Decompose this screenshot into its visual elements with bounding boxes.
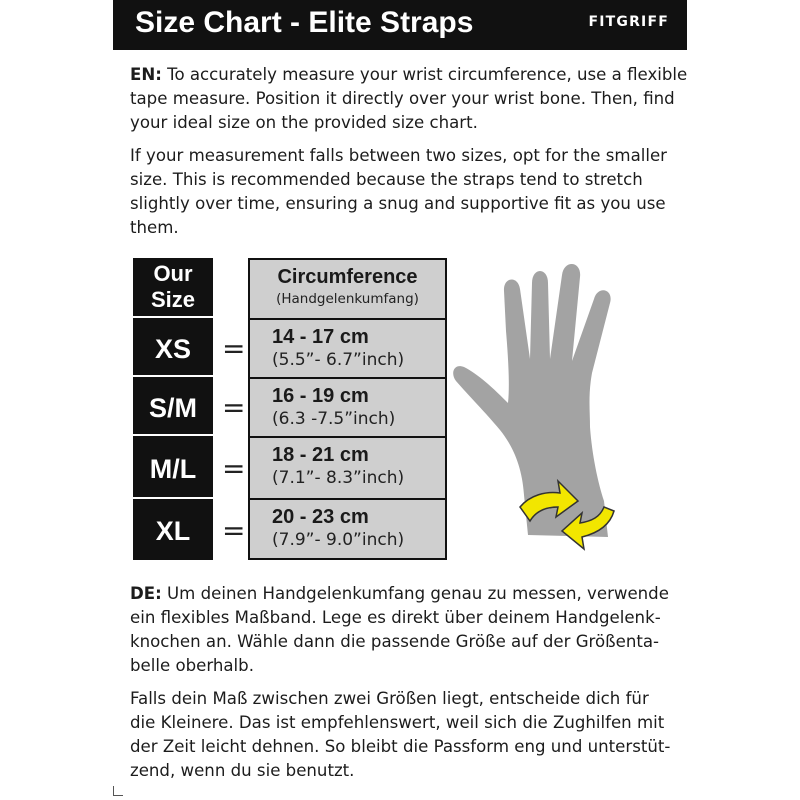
size-column-header (133, 258, 213, 318)
size-label-sm: S/M (148, 393, 197, 423)
note-en-line-4: them. (130, 218, 179, 237)
hand-icon (453, 264, 610, 537)
note-de-line-3: der Zeit leicht dehnen. So bleibt die Passform eng und unterstüt- (130, 737, 671, 756)
header-bar (113, 0, 687, 50)
note-en-line-2: size. This is recommended because the straps tend to stretch (130, 170, 643, 189)
intro-de-line-3: knochen an. Wähle dann die passende Größe auf der Größenta- (130, 632, 660, 651)
size-header-line-1: Our (153, 261, 193, 286)
intro-en-line-1: To accurately measure your wrist circumference, use a flexible (167, 65, 688, 84)
crop-mark (113, 786, 123, 796)
circumference-row-xl (250, 500, 445, 558)
intro-de-line-2: ein flexibles Maßband. Lege es direkt über deinem Handgelenk- (130, 608, 661, 627)
equals-sign: = (222, 332, 246, 365)
circumference-inch: (7.1”- 8.3”inch) (272, 468, 405, 488)
circumference-subtitle: (Handgelenkumfang) (276, 291, 419, 307)
intro-de-line-4: belle oberhalb. (130, 656, 254, 675)
size-label-xs: XS (154, 334, 192, 364)
size-label-ml: M/L (149, 454, 197, 484)
size-label-xl: XL (155, 516, 191, 546)
note-de-line-1: Falls dein Maß zwischen zwei Größen liegt, entscheide dich für (130, 689, 649, 708)
circumference-header (250, 260, 445, 320)
circumference-cm: 16 - 19 cm (272, 385, 369, 407)
circumference-cm: 18 - 21 cm (272, 444, 369, 466)
hand-illustration (450, 255, 690, 575)
brand-logo: FITGRIFF (588, 14, 669, 30)
circumference-inch: (6.3 -7.5”inch) (272, 409, 396, 429)
intro-en-line-3: your ideal size on the provided size chart. (130, 113, 478, 132)
intro-en-line-2: tape measure. Position it directly over your wrist bone. Then, find (130, 89, 675, 108)
circumference-row-ml (250, 438, 445, 500)
size-header-line-2: Size (150, 287, 196, 312)
circumference-inch: (5.5”- 6.7”inch) (272, 350, 405, 370)
page-title: Size Chart - Elite Straps (135, 6, 474, 39)
circumference-cm: 14 - 17 cm (272, 326, 369, 348)
intro-de-paragraph (130, 582, 690, 678)
note-de-line-4: zend, wenn du sie benutzt. (130, 761, 355, 780)
intro-en-paragraph (130, 63, 690, 135)
circumference-column (248, 258, 447, 560)
equals-sign: = (222, 514, 246, 547)
intro-en-lead: EN: (130, 65, 162, 84)
circumference-cm: 20 - 23 cm (272, 506, 369, 528)
size-divider (133, 375, 213, 377)
circumference-title: Circumference (277, 266, 418, 288)
size-column (133, 258, 213, 560)
circumference-inch: (7.9”- 9.0”inch) (272, 530, 405, 550)
circumference-row-xs (250, 320, 445, 379)
note-de-line-2: die Kleinere. Das ist empfehlenswert, weil sich die Zughilfen mit (130, 713, 665, 732)
note-de-paragraph (130, 687, 690, 783)
circumference-row-sm (250, 379, 445, 438)
equals-sign: = (222, 452, 246, 485)
note-en-line-3: slightly over time, ensuring a snug and supportive fit as you use (130, 194, 666, 213)
size-divider (133, 497, 213, 499)
size-divider (133, 434, 213, 436)
intro-de-line-1: Um deinen Handgelenkumfang genau zu messen, verwende (167, 584, 669, 603)
equals-sign: = (222, 391, 246, 424)
intro-de-lead: DE: (130, 584, 162, 603)
note-en-line-1: If your measurement falls between two sizes, opt for the smaller (130, 146, 667, 165)
note-en-paragraph (130, 144, 690, 240)
